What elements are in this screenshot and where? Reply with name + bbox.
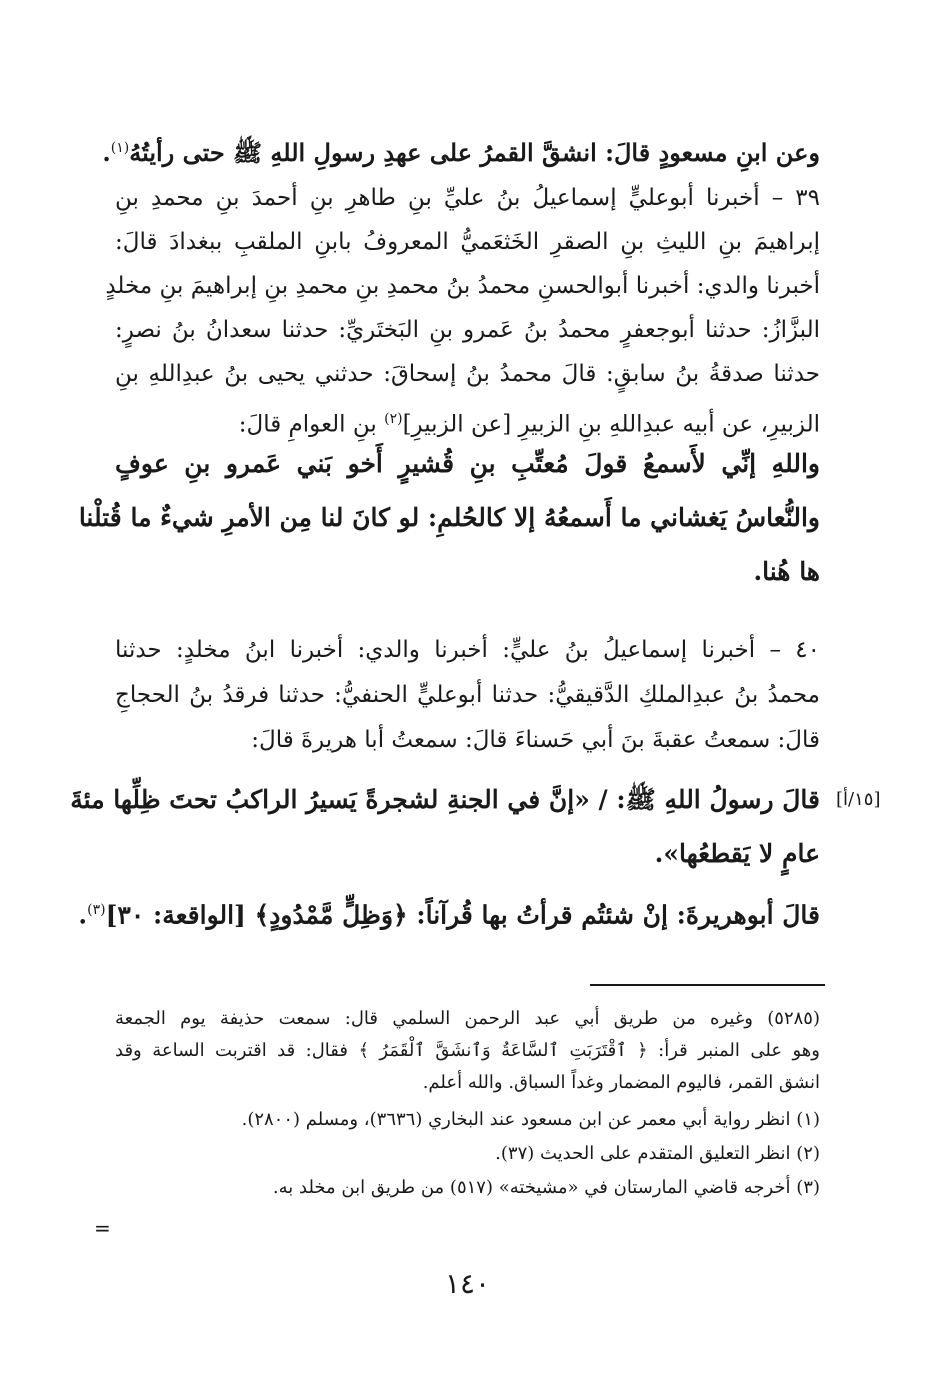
note-ref-2[interactable]: (٢) [384,411,403,427]
footnote-2: (٢) انظر التعليق المتقدم على الحديث (٣٧). [495,1143,820,1164]
hadith-39-matn-1: واللهِ إنِّي لأَسمعُ قولَ مُعتِّبِ بنِ قُشيرٍ أَخو بَني عَمرو بنِ عوفٍ [115,449,820,478]
footnote-continued-2: وهو على المنبر قرأ: ﴿ ٱقْتَرَبَتِ ٱلسَّاعَةُ وَٱنشَقَّ ٱلْقَمَرُ ﴾ فقال: قد اقتربت الساعة وقد [115,1040,820,1061]
hadith-40-matn-1: قالَ رسولُ اللهِ ﷺ: / «إنَّ في الجنةِ لشجرةً يَسيرُ الراكبُ تحتَ ظِلِّها مئةَ [70,785,820,814]
hadith-39-line-2: إبراهيمَ بنِ الليثِ بنِ الصقرِ الخَثعَميُّ المعروفُ بابنِ الملقبِ ببغدادَ قالَ: [115,229,820,255]
hadith-39-line-3: أخبرنا والدي: أخبرنا أبوالحسنِ محمدُ بنُ محمدِ بنِ محمدِ بنِ إبراهيمَ بنِ مخلدٍ [105,273,820,299]
line-16-end: . [78,900,88,930]
page-number: ١٤٠ [444,1267,491,1300]
hadith-40-line-3: قالَ: سمعتُ عقبةَ بنَ أبي حَسناءَ قالَ: سمعتُ أبا هريرةَ قالَ: [251,727,820,753]
footnote-3: (٣) أخرجه قاضي المارستان في «مشيخته» (٥١٧) من طريق ابن مخلد به. [272,1177,820,1198]
hadith-39-line-5: حدثنا صدقةُ بنُ سابقٍ: قالَ محمدُ بنُ إسحاقَ: حدثني يحيى بنُ عبدِاللهِ بنِ [115,361,820,387]
line-7-start: الزبيرِ، عن أبيه عبدِاللهِ بنِ الزبيرِ [عن الزبيرِ] [402,411,820,438]
folio-marker: [١٥/أ] [836,789,881,810]
hadith-40-line-2: محمدُ بنُ عبدِالملكِ الدَّقيقيُّ: حدثنا أبوعليٍّ الحنفيُّ: حدثنا فرقدُ بنُ الحجاجِ [115,682,820,708]
footnote-separator [590,984,825,986]
hadith-40-matn-2: عامٍ لا يَقطعُها». [654,839,820,868]
continuation-mark: = [94,1216,111,1240]
hadith-39-line-4: البزَّازُ: حدثنا أبوجعفرٍ محمدُ بنُ عَمرو بنِ البَختَريِّ: حدثنا سعدانُ بنُ نصرٍ: [115,317,820,343]
hadith-39-matn-2: والنُّعاسُ يَغشاني ما أَسمعُهُ إلا كالحُلمِ: لو كانَ لنا مِن الأمرِ شيءٌ ما قُتلْنا [78,503,820,532]
line-7-end: بنِ العوامِ قالَ: [238,411,385,438]
footnote-continued-1: (٥٢٨٥) وغيره من طريق أبي عبد الرحمن السلمي قال: سمعت حذيفة يوم الجمعة [115,1008,820,1029]
hadith-40-line-1: ٤٠ – أخبرنا إسماعيلُ بنُ عليٍّ: أخبرنا والدي: أخبرنا ابنُ مخلدٍ: حدثنا [115,637,820,663]
line-16-text: قالَ أبوهريرةَ: إنْ شئتُم قرأتُ بها قُرآناً: ﴿وَظِلٍّ مَّمْدُودٍ﴾ [الواقعة: ٣٠] [105,900,820,930]
footnote-continued-3: انشق القمر، فاليوم المضمار وغداً السباق. والله أعلم. [422,1072,820,1093]
note-ref-1[interactable]: (١) [110,140,130,156]
hadith-39-line-1: ٣٩ – أخبرنا أبوعليٍّ إسماعيلُ بنُ عليِّ بنِ طاهرِ بنِ أحمدَ بنِ محمدِ بنِ [115,185,820,211]
hadith-39-line-6 [115,399,820,445]
line-1 [102,128,820,173]
footnote-1: (١) انظر رواية أبي معمر عن ابن مسعود عند البخاري (٣٦٣٦)، ومسلم (٢٨٠٠). [241,1109,820,1130]
hadith-40-matn-3 [78,890,820,935]
note-ref-3[interactable]: (٣) [87,902,106,918]
line-1-end: . [102,138,111,167]
line-1-text: وعن ابنِ مسعودٍ قالَ: انشقَّ القمرُ على عهدِ رسولِ اللهِ ﷺ حتى رأيتُهُ [129,138,820,167]
hadith-39-matn-3: ها هُنا. [753,557,820,586]
